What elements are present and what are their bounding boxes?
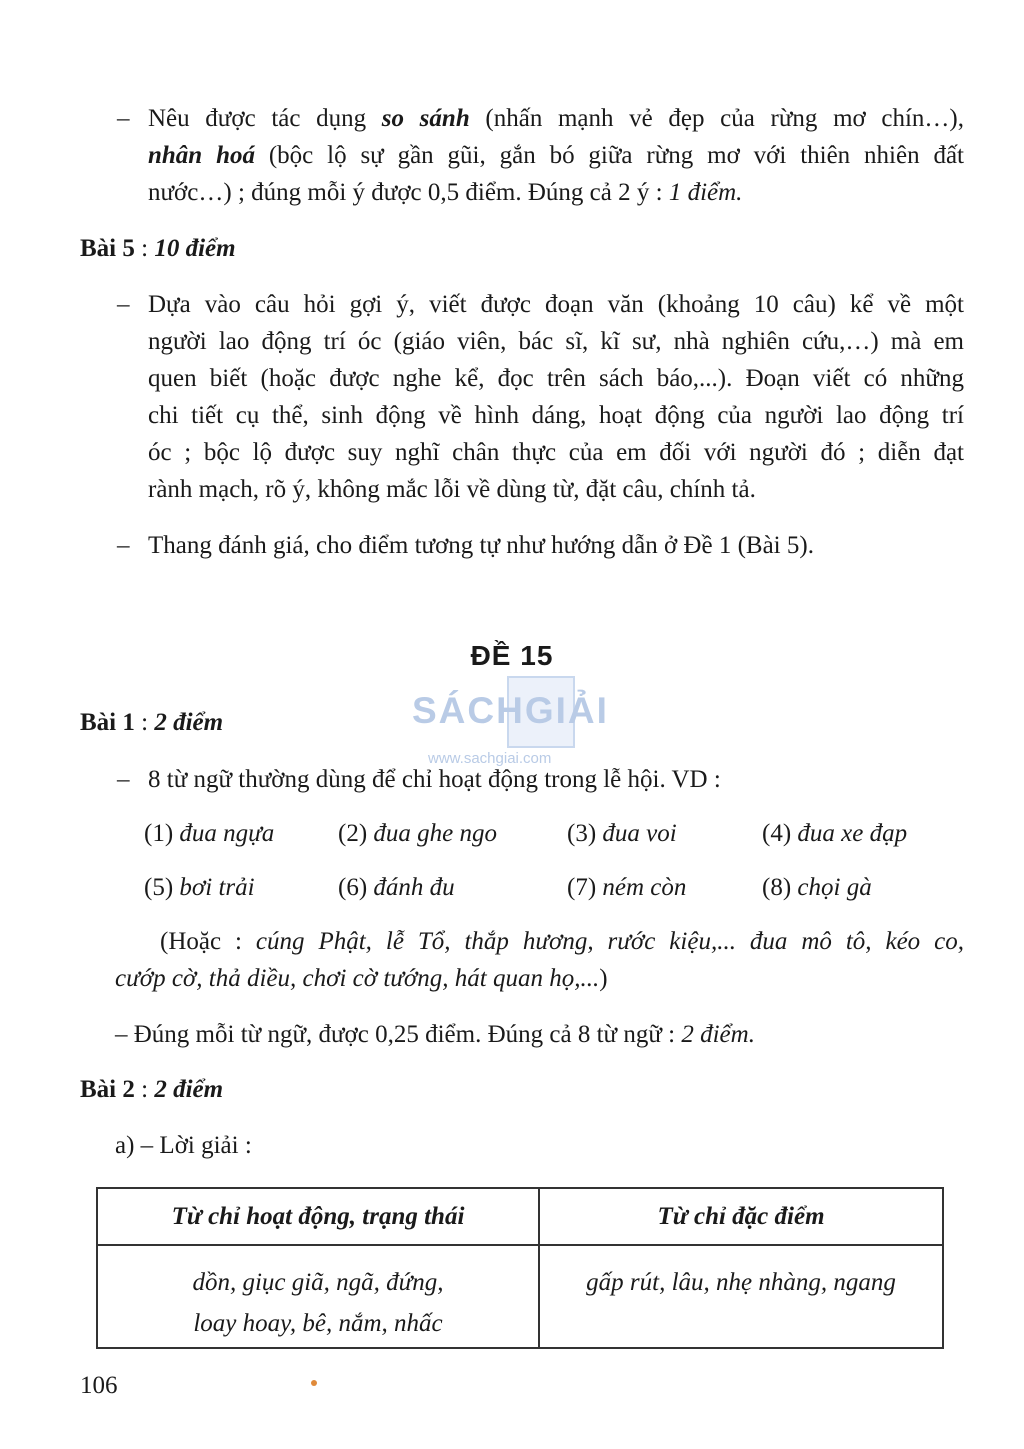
bai2-sep: :	[134, 1076, 155, 1103]
example-5	[144, 869, 255, 906]
bai5-p1-line-3: quen biết (hoặc được nghe kể, đọc trên sách báo,...). Đoạn viết có những	[148, 365, 964, 392]
intro-line-1-text: Nêu được tác dụng	[148, 105, 382, 132]
bai5-p1-line-4: chi tiết cụ thể, sinh động về hình dáng, hoạt động của người lao động trí	[148, 402, 964, 429]
bai5-sep: :	[134, 235, 155, 262]
example-7-text: ném còn	[602, 874, 687, 901]
intro-line-2	[148, 137, 964, 174]
example-6-num: (6)	[338, 874, 374, 901]
bai5-p2: Thang đánh giá, cho điểm tương tự như hướng dẫn ở Đề 1 (Bài 5).	[148, 532, 814, 559]
intro-line-3-text: nước…) ; đúng mỗi ý được 0,5 điểm. Đúng cả 2 ý :	[148, 179, 669, 206]
bai2-label: Bài 2	[80, 1076, 135, 1103]
bai5-score: 10 điểm	[154, 235, 236, 262]
bai5-heading	[80, 230, 236, 267]
bai1-or-list-2: cướp cờ, thả diều, chơi cờ tướng, hát quan họ,...	[115, 965, 600, 992]
table-cell-activity-line-1: dồn, giục giã, ngã, đứng,	[192, 1269, 444, 1296]
example-4-num: (4)	[762, 820, 798, 847]
table-header-trait: Từ chỉ đặc điểm	[539, 1188, 943, 1245]
example-2-num: (2)	[338, 820, 374, 847]
bai5-dash-1: –	[117, 291, 130, 318]
table-cell-activity-line-2: loay hoay, bê, nắm, nhấc	[193, 1310, 443, 1337]
bai1-score-line	[115, 1016, 755, 1053]
example-4-text: đua xe đạp	[797, 820, 908, 847]
bai1-score-text: – Đúng mỗi từ ngữ, được 0,25 điểm. Đúng cả 8 từ ngữ :	[115, 1021, 682, 1048]
watermark	[412, 676, 612, 771]
bai5-label: Bài 5	[80, 235, 135, 262]
table-cell-activity	[97, 1245, 539, 1348]
bai1-dash: –	[117, 766, 130, 793]
intro-term-nhan-hoa: nhân hoá	[148, 142, 255, 169]
intro-line-3-score: 1 điểm.	[668, 179, 743, 206]
bai1-score: 2 điểm	[154, 709, 224, 736]
bai2-heading	[80, 1071, 223, 1108]
example-2	[338, 815, 497, 852]
bai1-or-close: )	[599, 965, 608, 992]
intro-line-2-text: (bộc lộ sự gần gũi, gắn bó giữa rừng mơ với thiên nhiên đất	[254, 142, 964, 169]
example-1-text: đua ngựa	[179, 820, 275, 847]
bai1-label: Bài 1	[80, 709, 135, 736]
intro-line-1	[148, 100, 964, 137]
example-3	[567, 815, 677, 852]
table-cell-trait	[539, 1245, 943, 1348]
bai1-sep: :	[134, 709, 155, 736]
bai5-p1-line-1: Dựa vào câu hỏi gợi ý, viết được đoạn văn (khoảng 10 câu) kể về một	[148, 291, 964, 318]
bai5-p1-line-5: óc ; bộc lộ được suy nghĩ chân thực của em đối với người đó ; diễn đạt	[148, 439, 964, 466]
watermark-logo: SÁCHGIẢI	[412, 690, 609, 731]
bai1-or-prefix: (Hoặc :	[160, 928, 256, 955]
print-dot	[311, 1380, 317, 1386]
bai5-dash-2: –	[117, 532, 130, 559]
answer-table	[96, 1187, 944, 1349]
table-header-row	[97, 1188, 943, 1245]
example-8	[762, 869, 872, 906]
example-1-num: (1)	[144, 820, 180, 847]
example-7	[567, 869, 686, 906]
intro-line-1-rest: (nhấn mạnh vẻ đẹp của rừng mơ chín…),	[469, 105, 965, 132]
intro-dash: –	[117, 105, 130, 132]
bai5-p1-line-6: rành mạch, rõ ý, không mắc lỗi về dùng từ, đặt câu, chính tả.	[148, 476, 756, 503]
example-2-text: đua ghe ngo	[373, 820, 498, 847]
example-8-num: (8)	[762, 874, 798, 901]
bai1-or-line-1	[160, 923, 964, 960]
intro-line-3	[148, 174, 742, 211]
bai2-score: 2 điểm	[154, 1076, 224, 1103]
bai1-heading	[80, 704, 223, 741]
table-cell-trait-line-1: gấp rút, lâu, nhẹ nhàng, ngang	[586, 1269, 896, 1296]
example-4	[762, 815, 907, 852]
example-3-num: (3)	[567, 820, 603, 847]
bai1-or-list-1: cúng Phật, lễ Tổ, thắp hương, rước kiệu,... đua mô tô, kéo co,	[255, 928, 964, 955]
table-header-activity: Từ chỉ hoạt động, trạng thái	[97, 1188, 539, 1245]
bai5-p1-line-2: người lao động trí óc (giáo viên, bác sĩ, kĩ sư, nhà nghiên cứu,…) mà em	[148, 328, 964, 355]
watermark-url: www.sachgiai.com	[428, 750, 552, 767]
bai1-intro: 8 từ ngữ thường dùng để chỉ hoạt động trong lễ hội. VD :	[148, 766, 721, 793]
example-6-text: đánh đu	[373, 874, 455, 901]
example-5-num: (5)	[144, 874, 180, 901]
bai1-or-line-2	[115, 960, 608, 997]
example-5-text: bơi trải	[179, 874, 255, 901]
bai1-score-value: 2 điểm.	[681, 1021, 755, 1048]
example-3-text: đua voi	[602, 820, 677, 847]
example-1	[144, 815, 274, 852]
page-number: 106	[80, 1372, 118, 1399]
table-row	[97, 1245, 943, 1348]
example-8-text: chọi gà	[797, 874, 872, 901]
example-6	[338, 869, 455, 906]
example-7-num: (7)	[567, 874, 603, 901]
intro-term-so-sanh: so sánh	[381, 105, 470, 132]
bai2-a-line: a) – Lời giải :	[115, 1132, 252, 1159]
de-title: ĐỀ 15	[470, 640, 554, 671]
